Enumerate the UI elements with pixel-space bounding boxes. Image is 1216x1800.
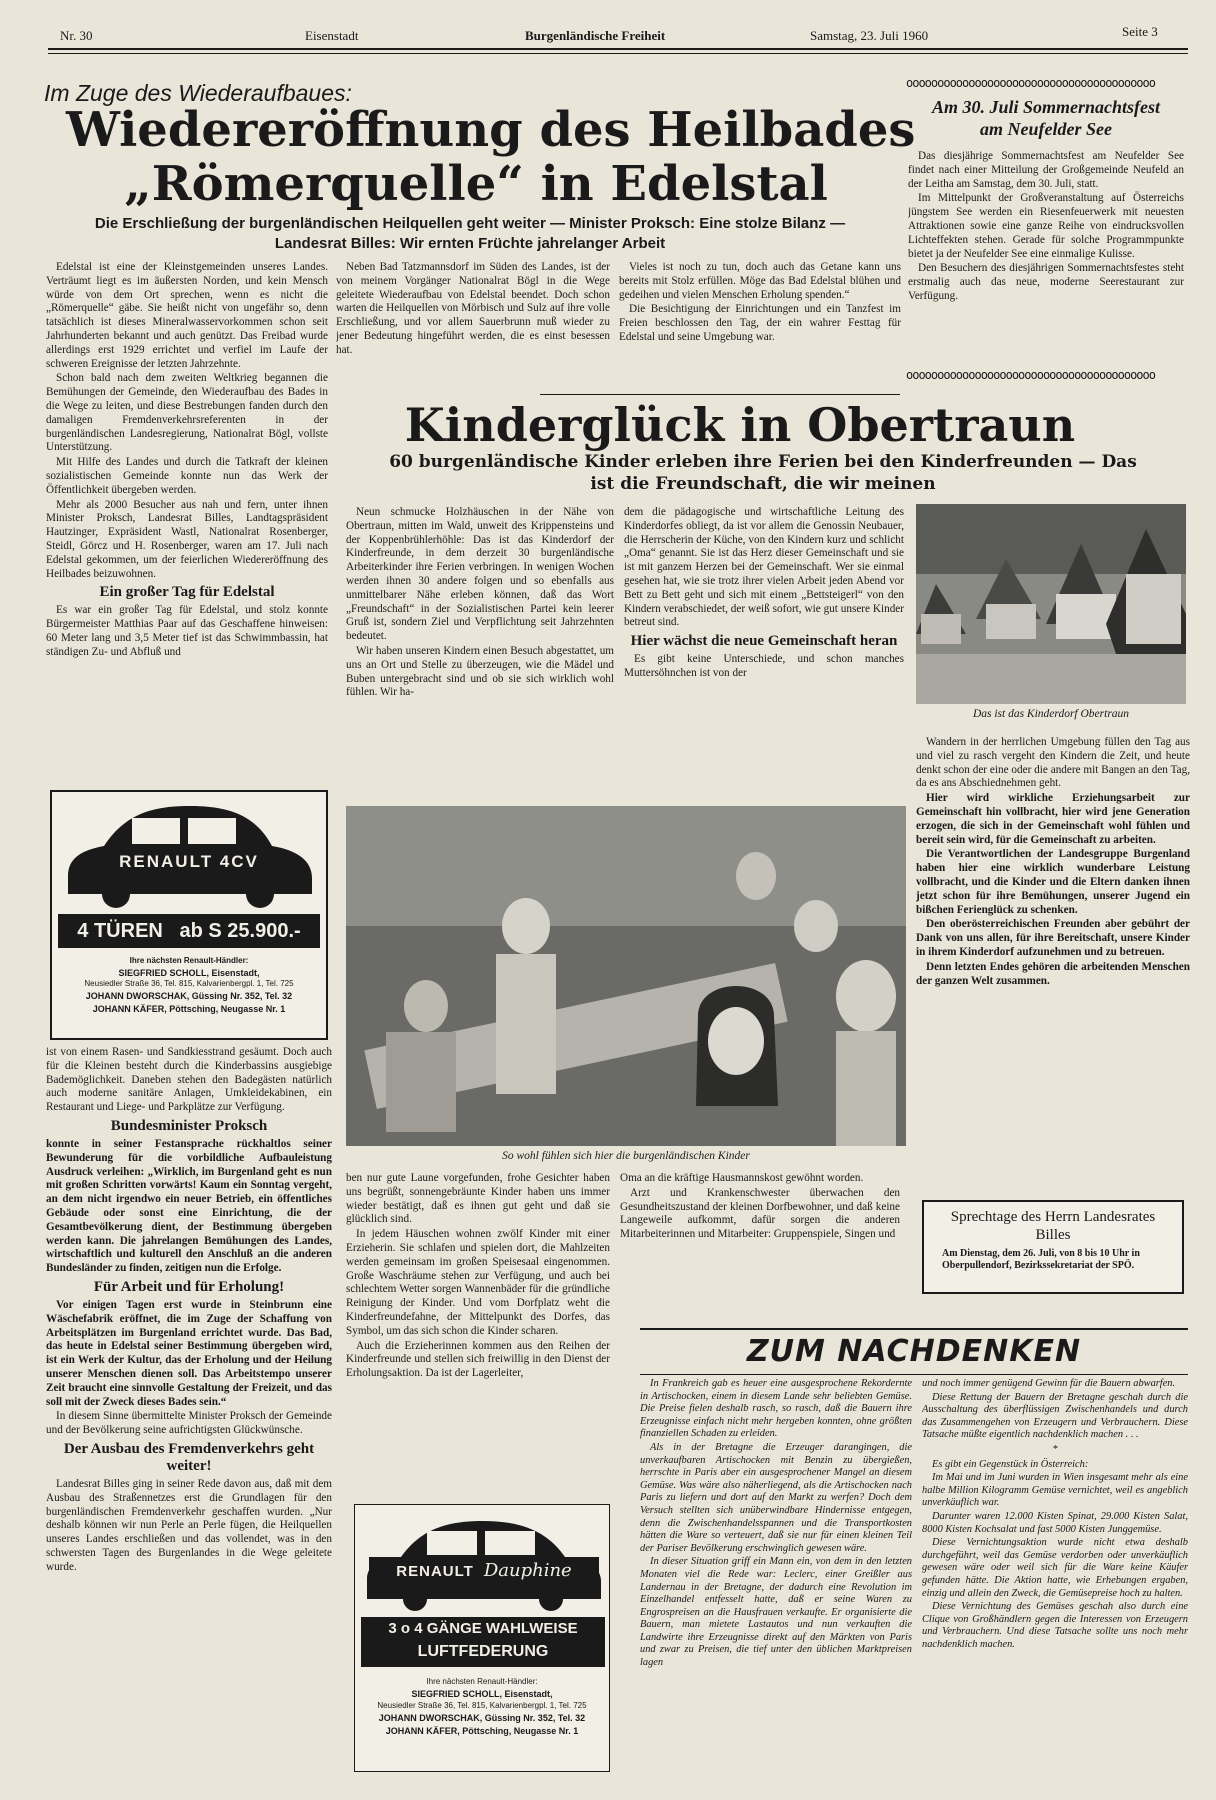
- kinder-headline: Kinderglück in Obertraun: [404, 398, 1076, 452]
- paragraph: Landesrat Billes ging in seiner Rede davon aus, daß mit dem Ausbau des Straßennetzes erst die Grundlagen für den burgenländischen Fremdenverkehr geschaffen wurden. „Nur deshalb können wir nun Perle an Perle fügen, die Heilquellen unseres Landes erschließen und das vollendet, was in den schwersten Tagen des Burgenlandes in die Wege geleitete wurde.: [46, 1477, 332, 1573]
- paragraph: Das diesjährige Sommernachtsfest am Neufelder See findet nach einer Mitteilung der Großgemeinde Neufeld an der Leitha am Samstag, dem 30. Juli, statt.: [908, 150, 1184, 190]
- paragraph: Diese Vernichtung des Gemüses geschah also durch eine Clique von Großhändlern gegen die Interessen von Erzeugern und Verbrauchern. Und diese Tatsache sollte uns noch mehr nachdenklich machen.: [922, 1601, 1188, 1650]
- paragraph: Neben Bad Tatzmannsdorf im Süden des Landes, ist der von meinem Vorgänger Nationalrat Bögl in die Wege geleitete Wiederaufbau von Edelstal beendet. Doch schon warten die Heilquellen von Mörbisch und Sulz auf ihre volle Erschließung, und vor allem Sauerbrunn muß wieder zu jener Bedeutung hingeführt werden, die es einst besessen hat.: [336, 261, 610, 356]
- lead-headline-2: „Römerquelle“ in Edelstal: [124, 156, 828, 212]
- paragraph: Die Verantwortlichen der Landesgruppe Burgenland haben hier eine wirklich wunderbare Leistung vollbracht, und die Kinder und die Eltern danken ihnen jetzt schon für ihre Bemühungen, unserer Jugend ein bißchen Ferienglück zu schenken.: [916, 848, 1190, 916]
- kinder-col-e: [620, 1172, 900, 1322]
- subhead-bundesminister-proksch: Bundesminister Proksch: [110, 1117, 268, 1134]
- ad1-dealer-3: JOHANN KÄFER, Pöttsching, Neugasse Nr. 1: [92, 1004, 286, 1014]
- paragraph: Wir haben unseren Kindern einen Besuch abgestattet, um uns an Ort und Stelle zu überzeugen, wie die Mädel und Buben untergebracht sind und ob sie sich wirklich wohl fühlen. Wir ha-: [346, 644, 614, 699]
- ad2-brand: RENAULT: [396, 1563, 474, 1580]
- lead-headline-1: Wiedereröffnung des Heilbades: [66, 102, 916, 158]
- sommerfest-title-2: am Neufelder See: [980, 119, 1112, 139]
- paragraph: Diese Vernichtungsaktion wurde nicht etwa deshalb durchgeführt, weil das Gemüse verdorben oder unverkäuflich gewesen wäre oder weil sich für die Ware keine Käufer gefunden hätte. Die Aktion hatte, wie Erhebungen ergaben, einzig und allein den Zweck, die Gemüsepreise hoch zu halten.: [922, 1537, 1188, 1599]
- caption-kinderdorf: Das ist das Kinderdorf Obertraun: [972, 708, 1130, 720]
- ad1-model: RENAULT 4CV: [119, 852, 259, 871]
- kinder-subtitle-1: 60 burgenländische Kinder erleben ihre Ferien bei den Kinderfreunden — Das: [389, 452, 1137, 472]
- ad2-features: [361, 1617, 605, 1667]
- ad2-dealer-2: JOHANN DWORSCHAK, Güssing Nr. 352, Tel. 32: [378, 1713, 586, 1723]
- paragraph: Denn letzten Endes gehören die arbeitenden Menschen der ganzen Welt zusammen.: [916, 960, 1190, 987]
- ad2-feature-1: 3 o 4 GÄNGE WAHLWEISE: [388, 1620, 578, 1637]
- subhead-neue-gemeinschaft: Hier wächst die neue Gemeinschaft heran: [630, 633, 898, 650]
- paragraph: Den Besuchern des diesjährigen Sommernachtsfestes steht erstmalig auch das neue, moderne Seerestaurant zur Verfügung.: [908, 262, 1184, 302]
- ad2-feature-2: LUFTFEDERUNG: [417, 1643, 549, 1660]
- ad-renault-dauphine: [354, 1504, 610, 1772]
- lead-subtitle-2: Landesrat Billes: Wir ernten Früchte jahrelanger Arbeit: [274, 235, 666, 252]
- paragraph: Auch die Erzieherinnen kommen aus den Reihen der Kinderfreunde und stellen sich freiwillig in den Dienst der Erholungsaktion. Da ist der Lagerleiter,: [346, 1339, 610, 1380]
- nachdenken-title: ZUM NACHDENKEN: [746, 1334, 1082, 1369]
- lead-kicker: Im Zuge des Wiederaufbaues:: [44, 80, 352, 106]
- subhead-arbeit-erholung: Für Arbeit und für Erholung!: [93, 1278, 285, 1295]
- kinder-col-a: [346, 506, 614, 796]
- ad2-dealer-1b: Neusiedler Straße 36, Tel. 815, Kalvarienbergpl. 1, Tel. 725: [377, 1701, 587, 1710]
- lead-end-rule: [540, 394, 900, 395]
- paragraph: Schon bald nach dem zweiten Weltkrieg begannen die Bemühungen der Gemeinde, den Wiederaufbau des Bades in die Wege zu leiten, und diese Bestrebungen fanden durch den damaligen Fremdenverkehrsreferenten in der burgenländischen Landesregierung, Nationalrat Bögl, vollste Unterstützung.: [46, 372, 328, 454]
- paragraph: ist von einem Rasen- und Sandkiesstrand gesäumt. Doch auch für die Kleinen besteht durch die Kinderbassins ausgiebige Bademöglichkeit. Daneben stehen den Badegästen natürlich auch moderne sanitäre Anlagen, Umkleidekabinen, ein Restaurant und Liege- und Parkplätze zur Verfügung.: [46, 1046, 332, 1114]
- paragraph: Oma an die kräftige Hausmannskost gewöhnt worden.: [620, 1172, 864, 1184]
- ad2-dealer-head: Ihre nächsten Renault-Händler:: [426, 1677, 538, 1686]
- sprechtage-title-1: Sprechtage des Herrn Landesrates: [950, 1209, 1156, 1225]
- header-rule: [48, 48, 1188, 50]
- kinder-col-c: [916, 736, 1190, 1191]
- nachdenken-star: *: [1052, 1443, 1058, 1455]
- lead-col1-continued: [46, 1046, 332, 1786]
- kinder-col-b: [624, 506, 904, 796]
- sommerfest-title-1: Am 30. Juli Sommernachtsfest: [931, 97, 1161, 117]
- paragraph: Als in der Bretagne die Erzeuger darangingen, die unverkaufbaren Artischocken mit Benzin zu übergießen, herrschte in Paris aber ein ausgesprochener Mangel an diesem Gemüse. Was wäre also näherliegend, als die Artischocken nach Paris zu liefern und dort auf den Markt zu werfen? Doch dem Versuch stellten sich unüberwindbare Hindernisse entgegen, denn die Zwischenhandelsspannen und die Transportkosten hätten die Ware so verteuert, daß sie nur für einen kleinen Teil der Pariser Bevölkerung erschwinglich gewesen wäre.: [640, 1441, 912, 1554]
- paragraph: Darunter waren 12.000 Kisten Spinat, 29.000 Kisten Salat, 8000 Kisten Kochsalat und fast 5000 Kisten Junggemüse.: [922, 1510, 1188, 1535]
- lead-col2: [336, 261, 610, 391]
- lead-col1: [46, 261, 328, 681]
- photo-kinderdorf: [916, 504, 1186, 704]
- paragraph: Mit Hilfe des Landes und durch die Tatkraft der kleinen sozialistischen Gemeinde konnte nun das Werk der Öffentlichkeit übergeben werden.: [46, 456, 328, 496]
- ad1-dealer-1: SIEGFRIED SCHOLL, Eisenstadt,: [118, 968, 260, 978]
- paragraph: Den oberösterreichischen Freunden aber gebührt der Dank von uns allen, für ihre Bereitschaft, unsere Kinder in ihrem Kinderdorf aufzunehmen und zu betreuen.: [916, 918, 1190, 958]
- lead-subtitle-1: Die Erschließung der burgenländischen Heilquellen geht weiter — Minister Proksch: Eine stolze Bilanz —: [94, 215, 846, 232]
- paragraph: Die Besichtigung der Einrichtungen und ein Tanzfest im Freien beschlossen den Tag, der ein wahrer Festtag für Edelstal und seine Umgebung war.: [619, 303, 901, 343]
- lead-col3: [619, 261, 901, 391]
- paragraph: Im Mittelpunkt der Großveranstaltung auf Österreichs jüngstem See werden ein Riesenfeuerwerk mit neuesten Attraktionen sowie eine ganze Reihe von eindrucksvollen Lichteffekten stehen. Gerade für solche Programmpunkte bietet ja der Neufelder See eine einmalige Kulisse.: [908, 192, 1184, 260]
- paragraph: Es gibt keine Unterschiede, und schon manches Muttersöhnchen ist von der: [624, 653, 904, 679]
- kinder-col-d: [346, 1172, 610, 1492]
- subhead-fremdenverkehr: Der Ausbau des Fremdenverkehrs geht weiter!: [63, 1440, 315, 1474]
- paragraph: dem die pädagogische und wirtschaftliche Leitung des Kinderdorfes obliegt, da ist vor allem die Genossin Neubauer, die Herrscherin der Küche, von den Kindern kurz und schlicht „Oma“ genannt. Sie ist das Herz dieser Gemeinschaft und sie ist mit ganzem Herzen bei der Gemeinschaft. Wer sie einmal gesehen hat, wie sie trotz ihrer vielen Arbeit jeden Abend vor Bett zu Bett geht und sich mit einem „Bettsteigerl“ von den Kindern verabschiedet, der weiß sofort, wie gut unsere Kinder betreut sind.: [624, 506, 904, 629]
- paragraph: In dieser Situation griff ein Mann ein, von dem in den letzten Monaten viel die Rede war: Leclerc, einer Greißler aus Landernau in der Bretagne, der dadurch eine Revolution im Einzelhandel entfesselt hatte, daß er seine Waren zu Engrospreisen an die Hausfrauen verkaufte. Er organisierte die Bauern, man mietete Lastautos und nun verkauften die Landwirte ihre Erzeugnisse direkt auf den Märkten von Paris und zwar zu Preisen, die tief unter den üblichen Marktpreisen lagen: [640, 1556, 912, 1669]
- paragraph: Neun schmucke Holzhäuschen in der Nähe von Obertraun, mitten im Wald, unweit des Krippensteins und der Koppenbrühlerhöhle: Das ist das Kinderdorf der Kinderfreunde, in dem derzeit 30 burgenländische Arbeiterkinder ihre Ferien verbringen. In wenigen Wochen werden ihnen 30 andere folgen und so ebenfalls aus unmittelbarer Nähe erleben können, daß das Wort „Freundschaft“ in der Sozialistischen Partei kein leerer Gruß ist, sondern Ziel und Verpflichtung seit Jahrzehnten bedeutet.: [346, 506, 614, 643]
- page-number: Seite 3: [1122, 24, 1158, 39]
- ad2-model: Dauphine: [483, 1560, 572, 1581]
- nachdenken-col-right: [922, 1378, 1188, 1788]
- ad1-dealer-1b: Neusiedler Straße 36, Tel. 815, Kalvarienbergpl. 1, Tel. 725: [84, 979, 294, 988]
- ad2-nameplate: [369, 1557, 599, 1585]
- paragraph: Im Mai und im Juni wurden in Wien insgesamt mehr als eine halbe Million Kilogramm Gemüse vernichtet, weil es angeblich unverkäuflich war.: [922, 1472, 1188, 1509]
- ad1-dealer-head: Ihre nächsten Renault-Händler:: [129, 956, 249, 965]
- header-date: Samstag, 23. Juli 1960: [810, 28, 929, 43]
- page-nr: Nr. 30: [60, 28, 93, 43]
- paragraph: ben nur gute Laune vorgefunden, frohe Gesichter haben uns begrüßt, sonnengebräunte Kinder haben uns immer wieder bestätigt, daß es ihnen gut geht und daß sie glücklich sind.: [346, 1172, 610, 1226]
- paragraph: Vor einigen Tagen erst wurde in Steinbrunn eine Wäschefabrik eröffnet, die im Zuge der Schaffung von Arbeitsplätzen im Burgenland errichtet wurde. Das Bad, das heute in Edelstal seiner Bestimmung übergeben wird, ist ein Werk der Kultur, das der Erholung und der Heilung unserer Menschen dienen soll. Das Arbeitstempo unserer Zeit braucht eine sinnvolle Gestaltung der Freizeit, und das soll mit der Zweck dieses Bades sein.“: [46, 1298, 332, 1408]
- paragraph: Hier wird wirkliche Erziehungsarbeit zur Gemeinschaft hin vollbracht, hier wird jene Generation erzogen, die sich in der Gemeinschaft wohl fühlen und bereit sein wird, für die Gemeinschaft zu arbeiten.: [916, 792, 1190, 846]
- header-place: Eisenstadt: [305, 28, 359, 43]
- ornament-bottom: oooooooooooooooooooooooooooooooooooooooo: [906, 368, 1155, 382]
- ad-renault-4cv: [50, 790, 328, 1040]
- paragraph: und noch immer genügend Gewinn für die Bauern abwarfen.: [922, 1378, 1176, 1389]
- sprechtage-title-2: Billes: [1035, 1227, 1071, 1243]
- sprechtage-box: [922, 1200, 1184, 1294]
- header-rule-2: [48, 53, 1188, 54]
- photo-children: [346, 806, 906, 1146]
- paragraph: Mehr als 2000 Besucher aus nah und fern, unter ihnen Minister Proksch, Landesrat Billes, Landtagspräsident Hautzinger, Expräsident Wastl, Nationalrat Rosenberger, Steidl, Görcz und H. Rosenberger, waren am 17. Juli nach Edelstal gekommen, um der feierlichen Wiedereröffnung des Heilbades beizuwohnen.: [46, 498, 328, 580]
- nachdenken-rule: [640, 1328, 1188, 1330]
- paragraph: konnte in seiner Festansprache rückhaltlos seiner Bewunderung für die vorbildliche Aufbauleistung Ausdruck verleihen: „Wirklich, im Burgenland geht es nun mit großen Schritten vorwärts! Kaum ein Sonntag vergeht, an dem nicht irgendwo ein neuer Betrieb, ein öffentliches Gebäude oder sonst eine Einrichtung, die der Gesamtbevölkerung dient, der Bestimmung übergeben werden kann. Die jahrelangen Bemühungen des Landes, wirtschaftlich und kulturell den Anschluß an die anderen Bundesländer zu finden, zeitigen nun die Erfolge.: [46, 1137, 332, 1275]
- caption-children: So wohl fühlen sich hier die burgenländischen Kinder: [502, 1150, 750, 1162]
- paragraph: Vieles ist noch zu tun, doch auch das Getane kann uns bereits mit Stolz erfüllen. Möge das Bad Edelstal blühen und gedeihen und vielen Menschen Erholung spenden.“: [619, 261, 901, 301]
- paragraph: Es gibt ein Gegenstück in Österreich:: [932, 1458, 1089, 1470]
- sommerfest-text: [908, 150, 1184, 360]
- paragraph: Edelstal ist eine der Kleinstgemeinden unseres Landes. Verträumt liegt es im äußersten Norden, und kein Mensch würde von dem Ort sprechen, wenn es nicht die „Römerquelle“ gäbe. Sie heißt nicht von ungefähr so, denn tatsächlich ist dieses Mineralwasservorkommen schon seit Jahrhunderten bekannt und auch genützt. Das Freibad wurde allerdings erst 1929 errichtet und verfiel im Laufe der schweren Ereignisse der letzten Jahrzehnte.: [46, 261, 328, 370]
- paragraph: Diese Rettung der Bauern der Bretagne geschah durch die Ausschaltung des überflüssigen Zwischenhandels und durch das Zusammengehen von Erzeugern und Verbrauchern. Diese Tatsache müßte eigentlich nachdenklich machen . . .: [922, 1391, 1188, 1441]
- paragraph: In Frankreich gab es heuer eine ausgesprochene Rekordernte in Artischocken, einem in diesem Lande sehr beliebten Gemüse. Die Preise fielen deshalb rasch, so rasch, daß die Bauern ihre Erzeugnisse einfach nicht mehr hergeben konnten, ohne größten finanziellen Schaden zu erleiden.: [640, 1378, 912, 1440]
- ad1-dealer-2: JOHANN DWORSCHAK, Güssing Nr. 352, Tel. 32: [85, 991, 293, 1001]
- nachdenken-col-left: [640, 1378, 912, 1788]
- paragraph: Wandern in der herrlichen Umgebung füllen den Tag aus und viel zu rasch vergeht den Kindern die Zeit, und heute denkt schon der eine oder die andere mit Bangen an den Tag, da es ans Abschiednehmen geht.: [916, 736, 1190, 790]
- subhead-ein-grosser-tag: Ein großer Tag für Edelstal: [99, 584, 275, 601]
- ad2-dealer-1: SIEGFRIED SCHOLL, Eisenstadt,: [411, 1689, 553, 1699]
- sprechtage-text: Am Dienstag, dem 26. Juli, von 8 bis 10 Uhr in Oberpullendorf, Bezirkssekretariat der SPÖ.: [942, 1248, 1140, 1271]
- paragraph: In diesem Sinne übermittelte Minister Proksch der Gemeinde und der Bevölkerung seine aufrichtigsten Glückwünsche.: [46, 1410, 332, 1437]
- paragraph: Arzt und Krankenschwester überwachen den Gesundheitszustand der kleinen Dorfbewohner, und daß keine Langeweile aufkommt, dafür sorgen die anderen Mitarbeiterinnen und Mitarbeiter: Gruppenspiele, Singen und: [620, 1186, 900, 1241]
- ornament-top: oooooooooooooooooooooooooooooooooooooooo: [906, 76, 1155, 90]
- ad1-price: 4 TÜREN ab S 25.900.-: [58, 914, 320, 948]
- kinder-subtitle-2: ist die Freundschaft, die wir meinen: [590, 474, 936, 494]
- paragraph: In jedem Häuschen wohnen zwölf Kinder mit einer Erzieherin. Sie schlafen und spielen dort, die Mahlzeiten werden gemeinsam im großen Speisesaal eingenommen. Große Waschräume stehen zur Verfügung, und auch bei schlechtem Wetter sorgen Wannenbäder für die gründliche Reinigung der Kinder. Und vom Dorfplatz weht die Kinderfreundefahne, der Mittelpunkt des Dorfes, das Symbol, um das sich schon die Kinder scharen.: [346, 1228, 610, 1337]
- nachdenken-rule-2: [640, 1374, 1188, 1375]
- ad2-dealer-3: JOHANN KÄFER, Pöttsching, Neugasse Nr. 1: [385, 1726, 579, 1736]
- paragraph: Es war ein großer Tag für Edelstal, und stolz konnte Bürgermeister Matthias Paar auf das Geschaffene hinweisen: 60 Meter lang und 3,5 Meter tief ist das Schwimmbassin, hat ständigen Zu- und Abfluß und: [46, 604, 328, 658]
- paper-name: Burgenländische Freiheit: [525, 28, 666, 43]
